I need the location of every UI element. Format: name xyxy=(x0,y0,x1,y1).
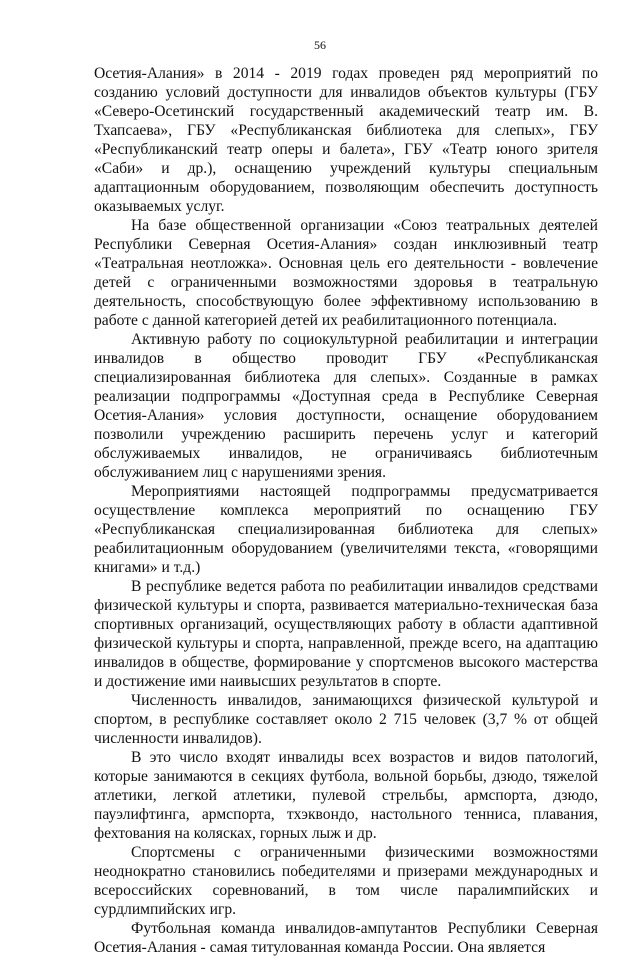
paragraph: В республике ведется работа по реабилитации инвалидов средствами физической культуры и спорта, развивается материально-техническая база спортивных организаций, осуществляющих работу в области адаптивной физической культуры и спорта, направленной, прежде всего, на адаптацию инвалидов в обществе, формирование у спортсменов высокого мастерства и достижение ими наивысших результатов в спорте. xyxy=(94,578,598,690)
body-text xyxy=(94,64,598,957)
paragraph: Спортсмены с ограниченными физическими возможностями неоднократно становились победителями и призерами международных и всероссийских соревнований, в том числе паралимпийских и сурдлимпийских игр. xyxy=(94,844,598,918)
paragraph-continued: Осетия-Алания» в 2014 - 2019 годах проведен ряд мероприятий по созданию условий доступности для инвалидов объектов культуры (ГБУ «Северо-Осетинский государственный академический театр им. В. Тхапсаева», ГБУ «Республиканская библиотека для слепых», ГБУ «Республиканский театр оперы и балета», ГБУ «Театр юного зрителя «Саби» и др.), оснащению учреждений культуры специальным адаптационным оборудованием, позволяющим обеспечить доступность оказываемых услуг. xyxy=(94,65,598,215)
paragraph: В это число входят инвалиды всех возрастов и видов патологий, которые занимаются в секциях футбола, вольной борьбы, дзюдо, тяжелой атлетики, легкой атлетики, пулевой стрельбы, армспорта, дзюдо, пауэлифтинга, армспорта, тхэквондо, настольного тенниса, плавания, фехтования на колясках, горных лыж и др. xyxy=(94,749,598,842)
paragraph: Мероприятиями настоящей подпрограммы предусматривается осуществление комплекса мероприятий по оснащению ГБУ «Республиканская специализированная библиотека для слепых» реабилитационным оборудованием (увеличителями текста, «говорящими книгами» и т.д.) xyxy=(94,483,598,576)
paragraph: Футбольная команда инвалидов-ампутантов Республики Северная Осетия-Алания - самая титулованная команда России. Она является xyxy=(94,920,598,956)
page-number: 56 xyxy=(314,38,326,52)
paragraph: На базе общественной организации «Союз театральных деятелей Республики Северная Осетия-Алания» создан инклюзивный театр «Театральная неотложка». Основная цель его деятельности - вовлечение детей с ограниченными возможностями здоровья в театральную деятельность, способствующую более эффективному использованию в работе с данной категорией детей их реабилитационного потенциала. xyxy=(94,217,598,329)
paragraph: Активную работу по социокультурной реабилитации и интеграции инвалидов в общество проводит ГБУ «Республиканская специализированная библиотека для слепых». Созданные в рамках реализации подпрограммы «Доступная среда в Республике Северная Осетия-Алания» условия доступности, оснащение оборудованием позволили учреждению расширить перечень услуг и категорий обслуживаемых инвалидов, не ограничиваясь библиотечным обслуживанием лиц с нарушениями зрения. xyxy=(94,331,598,481)
paragraph: Численность инвалидов, занимающихся физической культурой и спортом, в республике составляет около 2 715 человек (3,7 % от общей численности инвалидов). xyxy=(94,692,598,747)
